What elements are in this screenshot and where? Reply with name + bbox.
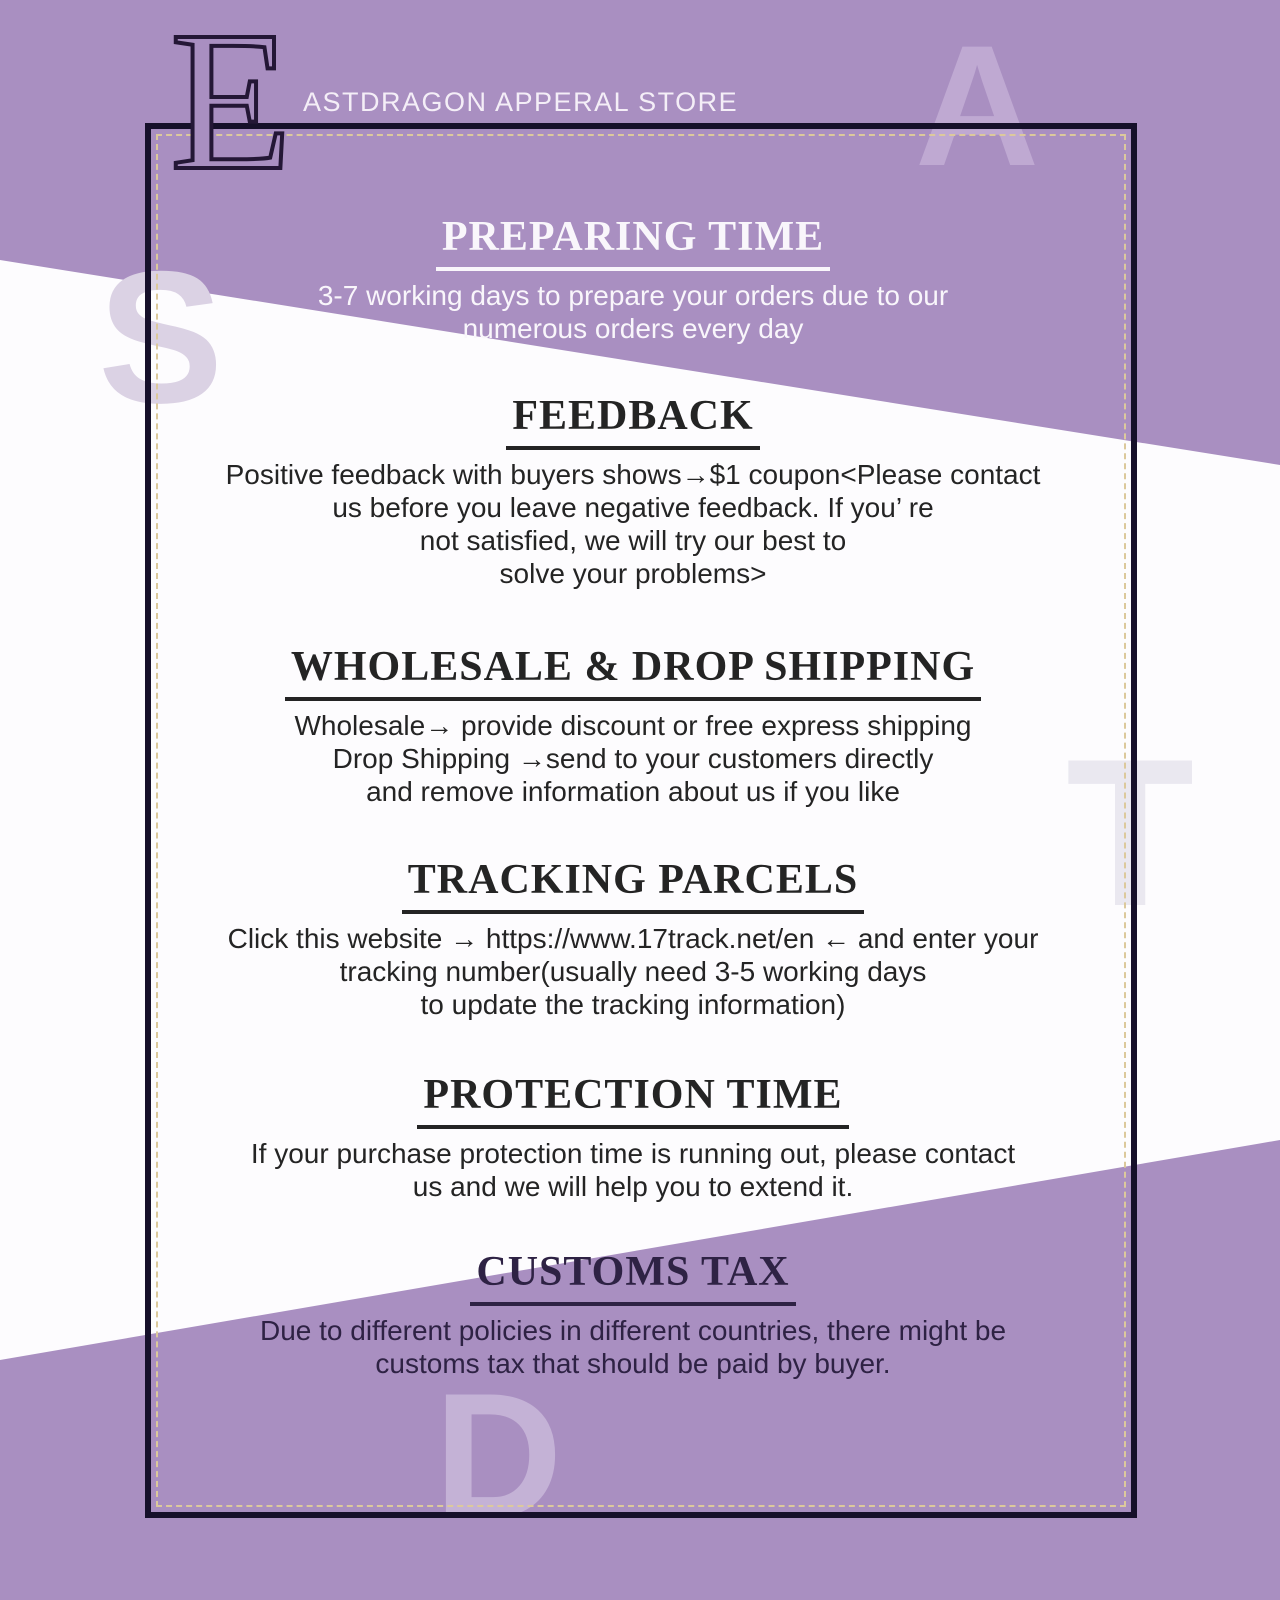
- body-line: us and we will help you to extend it.: [412, 1171, 854, 1202]
- section-title: PROTECTION TIME: [417, 1073, 848, 1129]
- body-line: Due to different policies in different countries, there might be: [259, 1315, 1007, 1346]
- body-line: Positive feedback with buyers shows→$1 coupon<Please contact: [225, 459, 1041, 490]
- section-title: TRACKING PARCELS: [402, 858, 864, 914]
- body-line: solve your problems>: [499, 558, 767, 589]
- section-title: WHOLESALE & DROP SHIPPING: [285, 645, 981, 701]
- section-wholesale-drop-shipping: [150, 645, 1116, 808]
- section-title: FEEDBACK: [506, 394, 759, 450]
- section-customs-tax: [150, 1250, 1116, 1380]
- section-preparing-time: [150, 215, 1116, 345]
- watermark-letter-s: S: [98, 232, 224, 442]
- body-line: and remove information about us if you like: [366, 776, 900, 807]
- section-body: [150, 1137, 1116, 1203]
- watermark-letter-d: D: [434, 1356, 563, 1555]
- section-body: [150, 458, 1116, 590]
- section-title: CUSTOMS TAX: [470, 1250, 795, 1306]
- watermark-letter-t: T: [1066, 715, 1195, 950]
- body-line: customs tax that should be paid by buyer.: [375, 1348, 891, 1379]
- section-body: [150, 922, 1116, 1021]
- store-logo-letter: E: [170, 0, 293, 212]
- body-line: numerous orders every day: [462, 313, 804, 344]
- body-line: Wholesale→ provide discount or free express shipping: [294, 710, 972, 741]
- watermark-letter-a: A: [915, 10, 1040, 202]
- section-title: PREPARING TIME: [436, 215, 830, 271]
- section-protection-time: [150, 1073, 1116, 1203]
- section-body: [150, 1314, 1116, 1380]
- store-name: ASTDRAGON APPERAL STORE: [303, 87, 739, 117]
- section-body: [150, 279, 1116, 345]
- body-line: to update the tracking information): [420, 989, 846, 1020]
- section-feedback: [150, 394, 1116, 590]
- body-line: Click this website → https://www.17track.net/en ← and enter your: [227, 923, 1039, 954]
- section-body: [150, 709, 1116, 808]
- body-line: us before you leave negative feedback. If you’ re: [332, 492, 934, 523]
- body-line: 3-7 working days to prepare your orders due to our: [317, 280, 949, 311]
- body-line: not satisfied, we will try our best to: [419, 525, 847, 556]
- body-line: If your purchase protection time is running out, please contact: [250, 1138, 1016, 1169]
- body-line: Drop Shipping →send to your customers directly: [332, 743, 934, 774]
- section-tracking-parcels: [150, 858, 1116, 1021]
- body-line: tracking number(usually need 3-5 working days: [339, 956, 927, 987]
